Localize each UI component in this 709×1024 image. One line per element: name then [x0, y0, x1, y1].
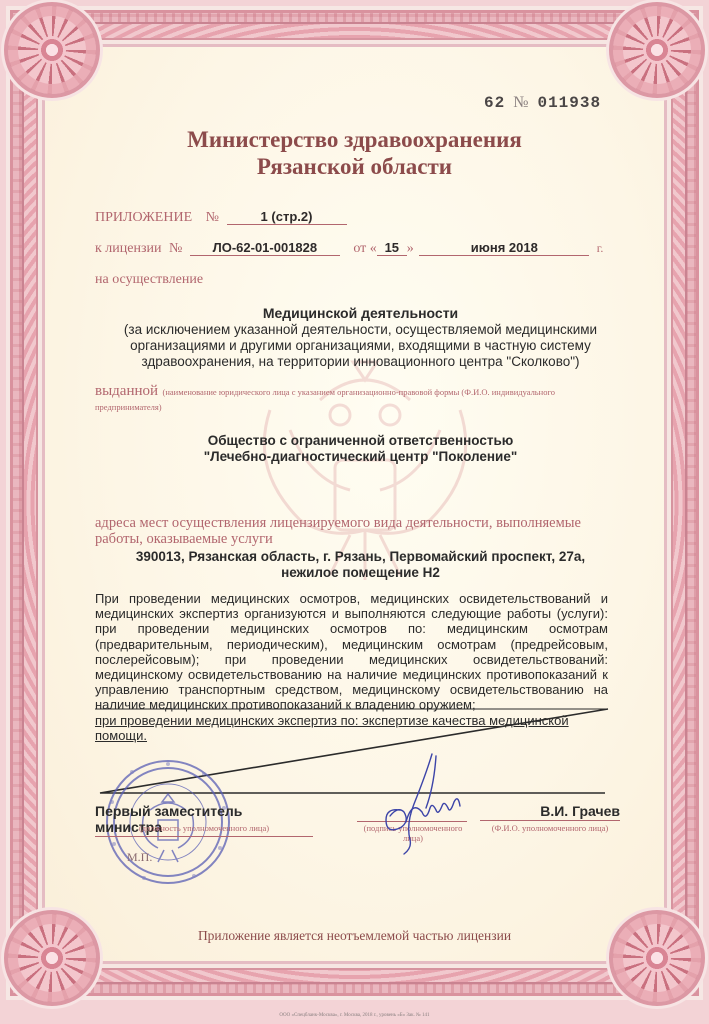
corner-rosette-icon	[609, 910, 705, 1006]
services-list	[95, 591, 608, 743]
license-day-close: »	[406, 241, 414, 256]
license-number-row	[95, 240, 603, 257]
appendix-label: ПРИЛОЖЕНИЕ	[95, 210, 193, 225]
activity-note: (за исключением указанной деятельности, осуществляемой медицинскими организациями и другими организациями, входящими в частную систему здравоохранения, на территории инновационного центра "Сколково")	[123, 322, 598, 369]
series: 62	[484, 94, 506, 112]
licensed-activity	[90, 305, 631, 370]
appendix-number-row	[95, 209, 347, 226]
services-body: При проведении медицинских осмотров, медицинских освидетельствований и медицинских экспертиз организуются и выполняются следующие работы (услуги): при проведении медицинских осмотров по: медицинским осмотрам (предварительным, периодическим), медицинским осмотрам (предрейсовым, послерейсовым); при проведении медицинских освидетельствований: медицинскому освидетельствованию на наличие медицинских противопоказаний к управлению транспортным средством, медицинскому освидетельствованию на наличие медицинских противопоказаний к владению оружием;	[95, 591, 608, 713]
license-number-value: ЛО-62-01-001828	[190, 240, 340, 256]
issued-hint: (наименование юридического лица с указанием организационно-правовой формы (Ф.И.О. индивидуального предпринимателя)	[95, 387, 556, 412]
title-line-2: Рязанской области	[256, 154, 453, 179]
appendix-number-sign: №	[205, 210, 219, 225]
license-day-value: 15	[377, 240, 407, 256]
form-number: 011938	[537, 94, 602, 112]
license-number-sign: №	[169, 241, 183, 256]
organization-line-2: "Лечебно-диагностический центр "Поколение"	[203, 449, 518, 464]
license-from-label: от «	[353, 241, 377, 256]
signatory-position: Первый заместитель министра	[95, 803, 313, 837]
activity-name: Медицинской деятельности	[262, 305, 459, 321]
license-year-suffix: г.	[596, 241, 604, 255]
corner-rosette-icon	[4, 2, 100, 98]
corner-rosette-icon	[4, 910, 100, 1006]
printer-imprint: ООО «Спецбланк-Москва», г. Москва, 2018 г., уровень «Б» Зак. № 141	[279, 1013, 430, 1018]
address-line-1: 390013, Рязанская область, г. Рязань, Первомайский проспект, 27а,	[135, 549, 586, 564]
signatory-position-hint: (должность уполномоченного лица)	[138, 823, 270, 833]
address-label: адреса мест осуществления лицензируемого вида деятельности, выполняемые работы, оказываемые услуги	[95, 515, 581, 547]
license-month-year-value: июня 2018	[419, 240, 589, 256]
number-sign: №	[513, 94, 530, 111]
activity-address	[90, 549, 631, 581]
signatory-name: В.И. Грачев	[480, 803, 620, 821]
appendix-number-value: 1 (стр.2)	[227, 209, 347, 225]
issued-to-row	[95, 384, 620, 414]
issued-label: выданной	[95, 383, 159, 399]
address-line-2: нежилое помещение Н2	[281, 565, 440, 580]
license-label: к лицензии	[95, 241, 162, 256]
corner-rosette-icon	[609, 2, 705, 98]
title-line-1: Министерство здравоохранения	[187, 127, 522, 152]
signatory-block	[95, 803, 625, 853]
handwritten-signature-icon	[370, 750, 480, 855]
seal-placeholder-label: М.П.	[127, 850, 153, 864]
appendix-footer-note: Приложение является неотъемлемой частью лицензии	[197, 928, 512, 943]
services-last-line: при проведении медицинских экспертиз по: экспертизе качества медицинской помощи.	[95, 712, 569, 743]
signatory-name-hint: (Ф.И.О. уполномоченного лица)	[491, 823, 609, 833]
signature-hint: (подпись уполномоченного лица)	[363, 823, 463, 843]
purpose-label: на осуществление	[95, 272, 204, 287]
issuing-authority-title	[0, 126, 709, 180]
form-serial-number	[484, 94, 601, 112]
organization-name	[90, 433, 631, 465]
organization-line-1: Общество с ограниченной ответственностью	[207, 433, 514, 448]
